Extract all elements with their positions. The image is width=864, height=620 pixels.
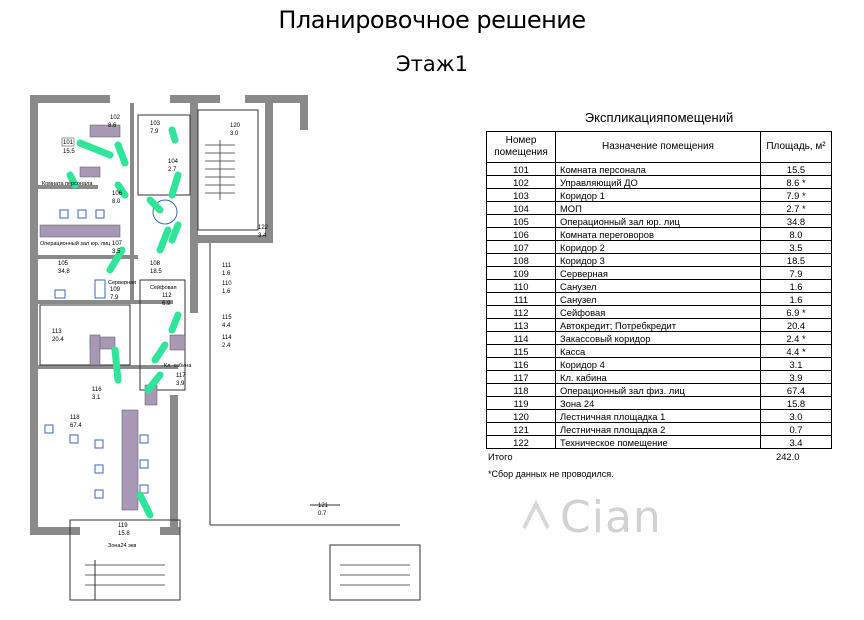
cell-purpose: Коридор 1 [556,189,761,202]
svg-text:105: 105 [58,261,69,267]
cell-number: 108 [487,254,556,267]
svg-text:119: 119 [118,523,128,529]
cell-area: 0.7 [761,423,832,436]
svg-text:101: 101 [63,140,74,146]
table-row [487,189,832,202]
table-row [487,176,832,189]
room-104 [168,159,179,173]
cell-purpose: Комната переговоров [556,228,761,241]
cell-area: 7.9 * [761,189,832,202]
plan-title: Планировочное решение [278,6,586,34]
room-110 [222,281,232,295]
cell-number: 109 [487,267,556,280]
cell-area: 34.8 [761,215,832,228]
svg-text:7.9: 7.9 [110,295,119,301]
cell-area: 1.6 [761,293,832,306]
cell-area: 3.0 [761,410,832,423]
watermark: Cian [560,492,662,543]
svg-text:116: 116 [92,387,102,393]
cell-number: 120 [487,410,556,423]
cell-area: 18.5 [761,254,832,267]
svg-text:114: 114 [222,335,232,341]
total-label: Итого [488,451,513,462]
svg-text:20.4: 20.4 [52,337,64,343]
floor-label: Этаж1 [395,52,469,76]
cell-number: 113 [487,319,556,332]
cell-area: 3.5 [761,241,832,254]
table-row [487,202,832,215]
room-121 [318,503,329,517]
room-116 [92,387,102,401]
svg-text:110: 110 [222,281,232,287]
table-row [487,436,832,449]
cell-number: 121 [487,423,556,436]
cell-purpose: Лестничная площадка 2 [556,423,761,436]
svg-text:115: 115 [222,315,232,321]
room-labels [40,115,329,549]
table-row [487,293,832,306]
cell-area: 15.5 [761,163,832,176]
cell-purpose: Закассовый коридор [556,332,761,345]
cell-purpose: Коридор 2 [556,241,761,254]
cell-purpose: Коридор 3 [556,254,761,267]
cell-number: 101 [487,163,556,176]
cell-area: 4.4 * [761,345,832,358]
svg-text:3.1: 3.1 [92,395,101,401]
svg-text:15.8: 15.8 [118,531,130,537]
svg-text:117: 117 [176,373,186,379]
col-area: Площадь, м² [761,132,832,163]
cell-area: 15.8 [761,397,832,410]
table-row [487,228,832,241]
cell-number: 106 [487,228,556,241]
svg-text:122: 122 [258,225,269,231]
cell-purpose: Зона 24 [556,397,761,410]
cell-number: 118 [487,384,556,397]
room-113 [52,329,64,343]
cell-area: 6.9 * [761,306,832,319]
col-purpose: Назначение помещения [556,132,761,163]
cell-area: 3.9 [761,371,832,384]
svg-text:102: 102 [110,115,121,121]
svg-text:107: 107 [112,241,123,247]
table-row [487,371,832,384]
svg-text:1.6: 1.6 [222,271,231,277]
svg-text:8.6: 8.6 [108,123,117,129]
cell-number: 104 [487,202,556,215]
cell-number: 107 [487,241,556,254]
svg-text:121: 121 [318,503,329,509]
svg-text:118: 118 [70,415,80,421]
cell-area: 7.9 [761,267,832,280]
room-106 [112,191,123,205]
cell-purpose: Техническое помещение [556,436,761,449]
cell-purpose: Сейфовая [556,306,761,319]
svg-text:Зона24 экв: Зона24 экв [108,543,137,549]
svg-text:106: 106 [112,191,123,197]
cell-purpose: Автокредит; Потребкредит [556,319,761,332]
explication-title: Экспликацияпомещений [584,110,734,125]
svg-text:0.7: 0.7 [318,511,327,517]
cell-purpose: Касса [556,345,761,358]
total-value: 242.0 [776,451,800,462]
svg-text:1.6: 1.6 [222,289,231,295]
table-row [487,358,832,371]
cell-number: 114 [487,332,556,345]
cell-number: 119 [487,397,556,410]
table-header-row [487,132,832,163]
cell-purpose: Санузел [556,280,761,293]
room-117 [164,363,192,387]
svg-text:103: 103 [150,121,161,127]
svg-text:15.5: 15.5 [63,149,75,155]
table-row [487,267,832,280]
table-row [487,254,832,267]
cell-area: 8.6 * [761,176,832,189]
svg-text:4.4: 4.4 [222,323,231,329]
table-row [487,163,832,176]
cell-purpose: Комната персонала [556,163,761,176]
cell-number: 112 [487,306,556,319]
room-118 [70,415,82,429]
svg-text:67.4: 67.4 [70,423,82,429]
svg-text:34.8: 34.8 [58,269,70,275]
svg-text:109: 109 [110,287,121,293]
table-row [487,306,832,319]
svg-text:Операционный зал юр. лиц: Операционный зал юр. лиц [40,241,111,247]
table-row [487,397,832,410]
table-row [487,215,832,228]
table-row [487,345,832,358]
svg-text:112: 112 [162,293,172,299]
svg-text:3.9: 3.9 [176,381,185,387]
cell-purpose: МОП [556,202,761,215]
cell-area: 2.7 * [761,202,832,215]
svg-text:113: 113 [52,329,62,335]
room-108 [150,261,162,275]
cell-number: 116 [487,358,556,371]
cell-number: 122 [487,436,556,449]
watermark-logo-icon [518,498,554,534]
table-row [487,332,832,345]
room-115 [222,315,232,329]
svg-text:104: 104 [168,159,179,165]
svg-text:Сейфовая: Сейфовая [150,285,177,291]
cell-purpose: Операционный зал юр. лиц [556,215,761,228]
cell-purpose: Управляющий ДО [556,176,761,189]
table-row [487,241,832,254]
room-120 [230,123,241,137]
cell-purpose: Коридор 4 [556,358,761,371]
svg-text:18.5: 18.5 [150,269,162,275]
cell-number: 115 [487,345,556,358]
cell-number: 110 [487,280,556,293]
cell-area: 20.4 [761,319,832,332]
svg-text:Комната персонала: Комната персонала [42,181,93,187]
table-row [487,410,832,423]
svg-text:3.5: 3.5 [112,249,121,255]
cell-area: 3.1 [761,358,832,371]
svg-text:2.4: 2.4 [222,343,231,349]
svg-text:8.0: 8.0 [112,199,121,205]
svg-text:Серверная: Серверная [108,280,137,286]
cell-purpose: Санузел [556,293,761,306]
cell-number: 103 [487,189,556,202]
cell-number: 105 [487,215,556,228]
room-119 [108,523,136,549]
table-row [487,384,832,397]
svg-text:Кл. кабина: Кл. кабина [164,363,192,369]
room-111 [222,263,232,277]
cell-purpose: Лестничная площадка 1 [556,410,761,423]
cell-purpose: Кл. кабина [556,371,761,384]
table-row [487,319,832,332]
svg-text:120: 120 [230,123,241,129]
svg-text:111: 111 [222,263,232,269]
cell-area: 8.0 [761,228,832,241]
svg-text:3.0: 3.0 [230,131,239,137]
cell-number: 117 [487,371,556,384]
cell-purpose: Операционный зал физ. лиц [556,384,761,397]
cell-area: 67.4 [761,384,832,397]
cell-purpose: Серверная [556,267,761,280]
svg-text:108: 108 [150,261,161,267]
svg-text:3.4: 3.4 [258,233,267,239]
svg-text:2.7: 2.7 [168,167,177,173]
cell-number: 102 [487,176,556,189]
cell-area: 3.4 [761,436,832,449]
table-row [487,423,832,436]
footnote: *Сбор данных не проводился. [488,469,614,479]
room-114 [222,335,232,349]
table-row [487,280,832,293]
explication-table [486,131,832,449]
floor-plan [0,85,470,605]
room-103 [150,121,161,135]
cell-area: 2.4 * [761,332,832,345]
cell-number: 111 [487,293,556,306]
svg-text:6.9: 6.9 [162,301,171,307]
svg-text:7.9: 7.9 [150,129,159,135]
col-number: Номер помещения [487,132,556,163]
cell-area: 1.6 [761,280,832,293]
